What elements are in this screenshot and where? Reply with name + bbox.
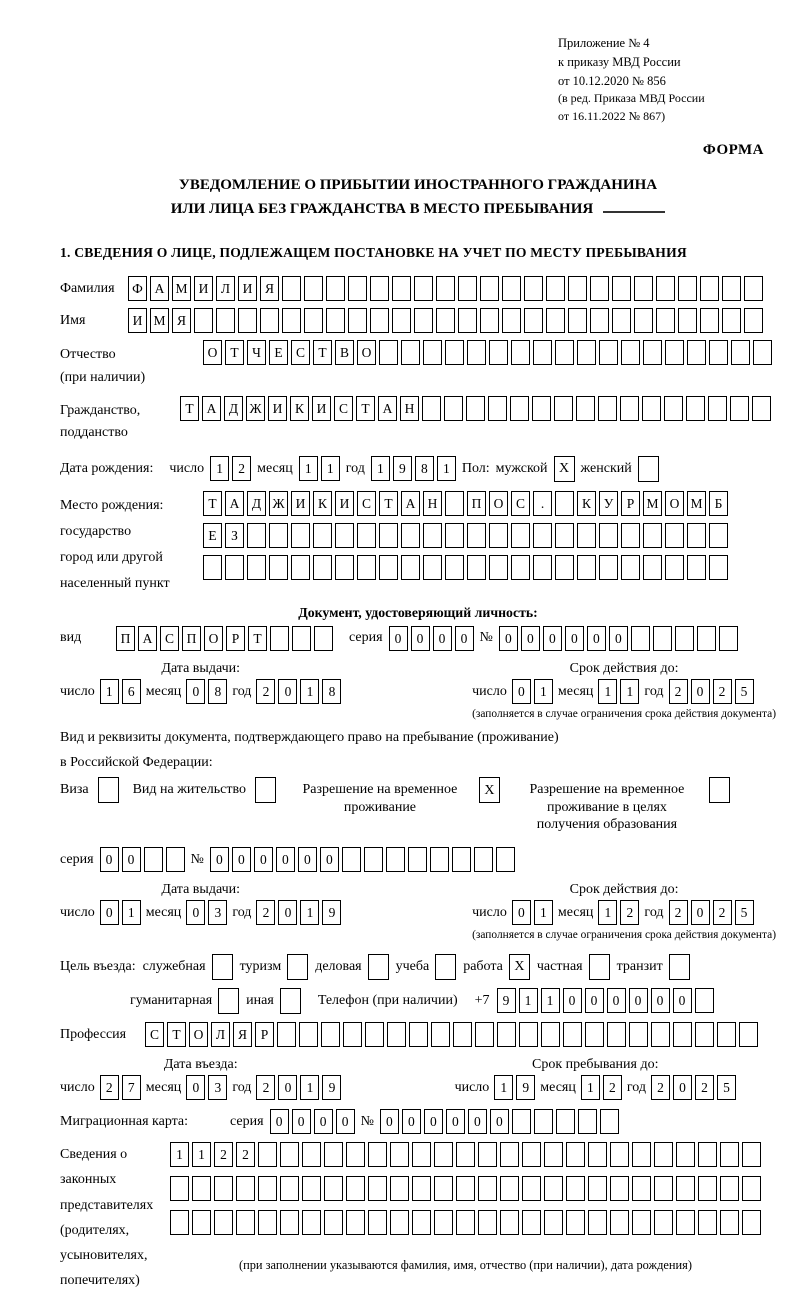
rvp-valid-month[interactable]: 1 2 <box>598 900 639 925</box>
annex-line: Приложение № 4 <box>558 36 650 50</box>
visa-option <box>60 777 119 803</box>
surname-row <box>60 276 776 301</box>
entry-title: Дата въезда: <box>163 1056 238 1072</box>
doc-kind-field[interactable]: П А С П О Р Т <box>116 626 333 651</box>
representatives-row-2[interactable] <box>170 1176 761 1201</box>
citizenship-row <box>60 396 776 445</box>
validity-note: (заполняется в случае ограничения срока действия документа) <box>472 929 776 942</box>
purpose-tourism-checkbox[interactable] <box>287 954 308 980</box>
profession-row <box>60 1022 776 1047</box>
title-line-1: УВЕДОМЛЕНИЕ О ПРИБЫТИИ ИНОСТРАННОГО ГРАЖДАНИНА <box>178 176 658 193</box>
birth-month-field[interactable]: 1 1 <box>299 456 340 481</box>
sex-male-label: мужской <box>495 461 548 477</box>
rvp-number-label: № <box>190 851 204 867</box>
doc-valid-day[interactable]: 0 1 <box>512 679 553 704</box>
title-underline <box>603 197 665 213</box>
doc-issue-day[interactable]: 1 6 <box>100 679 141 704</box>
purpose-work: работа X <box>463 954 530 980</box>
purpose-private-checkbox[interactable] <box>589 954 610 980</box>
doc-valid-month[interactable]: 1 1 <box>598 679 639 704</box>
valid-title: Срок действия до: <box>569 660 679 676</box>
purpose-other-checkbox[interactable] <box>280 988 301 1014</box>
mc-number-label: № <box>360 1113 374 1129</box>
stay-title: Срок пребывания до: <box>532 1056 659 1072</box>
rvp-issue-group: Дата выдачи: число 0 1 месяц 0 3 год 2 0 1 9 <box>60 881 341 943</box>
doc-number-field[interactable]: 0 0 0 0 0 0 <box>499 626 738 651</box>
doc-valid-group: Срок действия до: число 0 1 месяц 1 1 год 2 0 2 5 (заполняется в случае ограничения срока действия документа) <box>472 660 776 721</box>
doc-series-field[interactable]: 0 0 0 0 <box>389 626 474 651</box>
purpose-humanitarian: гуманитарная <box>130 988 239 1014</box>
annex-line: к приказу МВД России <box>558 54 681 69</box>
purpose-business-checkbox[interactable] <box>368 954 389 980</box>
temp-permit-option <box>290 777 500 816</box>
profession-label: Профессия <box>60 1026 127 1042</box>
birth-date-label: Дата рождения: <box>60 461 154 477</box>
surname-label: Фамилия <box>60 281 115 297</box>
entry-year[interactable]: 2 0 1 9 <box>256 1075 341 1100</box>
day-label: число <box>169 461 205 477</box>
residence-doc-intro-1: Вид и реквизиты документа, подтверждающего право на пребывание (проживание) <box>60 730 559 746</box>
doc-valid-year[interactable]: 2 0 2 5 <box>669 679 754 704</box>
mc-series-label: серия <box>230 1113 264 1129</box>
rvp-valid-year[interactable]: 2 0 2 5 <box>669 900 754 925</box>
visa-label: Виза <box>60 782 89 798</box>
patronymic-label: Отчество (при наличии) <box>60 347 146 385</box>
year-label: год <box>345 461 365 477</box>
sex-male-checkbox[interactable]: X <box>554 456 575 482</box>
page-title <box>60 174 776 222</box>
phone-field[interactable]: 9 1 1 0 0 0 0 0 0 <box>497 988 714 1013</box>
sex-female-label: женский <box>580 461 632 477</box>
patronymic-field[interactable]: О Т Ч Е С Т В О <box>203 340 772 365</box>
representatives-label: Сведения о законных представителях (родителях, усыновителях, попечителях) <box>60 1147 154 1289</box>
birth-place-block <box>60 491 776 597</box>
purpose-label: Цель въезда: <box>60 958 136 974</box>
issue-title: Дата выдачи: <box>161 660 241 676</box>
mc-series-field[interactable]: 0 0 0 0 <box>270 1109 355 1134</box>
temp-permit-checkbox[interactable]: X <box>479 777 500 803</box>
representatives-block <box>60 1142 776 1293</box>
citizenship-label: Гражданство, подданство <box>60 403 141 441</box>
form-label: ФОРМА <box>702 142 764 159</box>
edu-permit-option <box>514 777 730 834</box>
purpose-tourism: туризм <box>240 954 309 980</box>
residence-doc-dates <box>60 881 776 943</box>
rvp-issue-day[interactable]: 0 1 <box>100 900 141 925</box>
birth-year-field[interactable]: 1 9 8 1 <box>371 456 456 481</box>
edition-line: от 16.11.2022 № 867) <box>558 108 666 123</box>
month-label: месяц <box>257 461 293 477</box>
name-row <box>60 308 776 333</box>
purpose-study: учеба <box>396 954 457 980</box>
profession-field[interactable]: С Т О Л Я Р <box>145 1022 758 1047</box>
stay-day[interactable]: 1 9 <box>494 1075 535 1100</box>
purpose-business: деловая <box>315 954 388 980</box>
birth-place-row-2[interactable]: Е З <box>203 523 728 548</box>
identity-doc-header: Документ, удостоверяющий личность: <box>298 605 538 621</box>
rvp-series-label: серия <box>60 851 94 867</box>
residence-doc-intro-2: в Российской Федерации: <box>60 754 213 770</box>
identity-doc-dates <box>60 660 776 722</box>
citizenship-field[interactable]: Т А Д Ж И К И С Т А Н <box>180 396 771 421</box>
birth-place-label: Место рождения: государство город или другой населенный пункт <box>60 497 170 591</box>
edu-permit-label: Разрешение на временное проживание в целях получения образования <box>529 782 685 833</box>
edition-line: (в ред. Приказа МВД России <box>558 91 705 106</box>
purpose-transit-checkbox[interactable] <box>669 954 690 980</box>
purpose-humanitarian-checkbox[interactable] <box>218 988 239 1014</box>
entry-month[interactable]: 0 3 <box>186 1075 227 1100</box>
entry-day[interactable]: 2 7 <box>100 1075 141 1100</box>
rvp-number-field[interactable]: 0 0 0 0 0 0 <box>210 847 515 872</box>
identity-doc-row <box>60 626 776 651</box>
purpose-work-checkbox[interactable]: X <box>509 954 530 980</box>
rvp-issue-month[interactable]: 0 3 <box>186 900 227 925</box>
residence-permit-label: Вид на жительство <box>132 782 246 798</box>
birth-date-row <box>60 456 776 482</box>
annex-line: от 10.12.2020 № 856 <box>558 73 666 88</box>
residence-doc-options <box>60 777 776 834</box>
stay-year[interactable]: 2 0 2 5 <box>651 1075 736 1100</box>
birth-day-field[interactable]: 1 2 <box>210 456 251 481</box>
annex-block <box>558 34 776 125</box>
representatives-row-3[interactable] <box>170 1210 761 1235</box>
purpose-private: частная <box>537 954 610 980</box>
rvp-valid-day[interactable]: 0 1 <box>512 900 553 925</box>
name-field[interactable]: И М Я <box>128 308 763 333</box>
purpose-official: служебная <box>143 954 233 980</box>
birth-place-row-1[interactable]: Т А Д Ж И К И С Т А Н П О С . К У Р М О М Б <box>203 491 728 516</box>
stay-month[interactable]: 1 2 <box>581 1075 622 1100</box>
patronymic-row <box>60 340 776 389</box>
validity-note: (заполняется в случае ограничения срока действия документа) <box>472 708 776 721</box>
doc-issue-month[interactable]: 0 8 <box>186 679 227 704</box>
doc-issue-group: Дата выдачи: число 1 6 месяц 0 8 год 2 0 1 8 <box>60 660 341 722</box>
temp-permit-label: Разрешение на временное проживание <box>302 782 458 815</box>
doc-issue-year[interactable]: 2 0 1 8 <box>256 679 341 704</box>
migration-card-label: Миграционная карта: <box>60 1113 189 1129</box>
sex-label: Пол: <box>461 461 490 477</box>
purpose-transit: транзит <box>617 954 690 980</box>
purpose-other: иная <box>246 988 301 1014</box>
representatives-note: (при заполнении указываются фамилия, имя, отчество (при наличии), дата рождения) <box>238 1258 693 1273</box>
representatives-row-1[interactable]: 1 1 2 2 <box>170 1142 761 1167</box>
entry-date-group: Дата въезда: число 2 7 месяц 0 3 год 2 0 1 9 <box>60 1056 341 1101</box>
rvp-series-field[interactable]: 0 0 <box>100 847 185 872</box>
purpose-official-checkbox[interactable] <box>212 954 233 980</box>
entry-stay-dates <box>60 1056 776 1101</box>
edu-permit-checkbox[interactable] <box>709 777 730 803</box>
mc-number-field[interactable]: 0 0 0 0 0 0 <box>380 1109 619 1134</box>
residence-permit-checkbox[interactable] <box>255 777 276 803</box>
rvp-issue-year[interactable]: 2 0 1 9 <box>256 900 341 925</box>
doc-series-label: серия <box>349 630 383 646</box>
birth-place-row-3[interactable] <box>203 555 728 580</box>
residence-permit-option <box>133 777 276 803</box>
phone-prefix: +7 <box>474 992 490 1008</box>
surname-field[interactable]: Ф А М И Л И Я <box>128 276 763 301</box>
migration-card-row <box>60 1109 776 1134</box>
purpose-row-2 <box>130 988 776 1014</box>
rvp-valid-group: Срок действия до: число 0 1 месяц 1 2 год 2 0 2 5 (заполняется в случае ограничения срока действия документа) <box>472 881 776 942</box>
purpose-study-checkbox[interactable] <box>435 954 456 980</box>
sex-female-checkbox[interactable] <box>638 456 659 482</box>
phone-label: Телефон (при наличии) <box>317 992 458 1008</box>
visa-checkbox[interactable] <box>98 777 119 803</box>
doc-kind-label: вид <box>60 630 82 646</box>
purpose-row-1 <box>60 954 776 980</box>
doc-number-label: № <box>479 630 493 646</box>
section1-title: 1. СВЕДЕНИЯ О ЛИЦЕ, ПОДЛЕЖАЩЕМ ПОСТАНОВКЕ НА УЧЕТ ПО МЕСТУ ПРЕБЫВАНИЯ <box>60 245 687 261</box>
residence-doc-series-row <box>60 847 776 872</box>
title-line-2: ИЛИ ЛИЦА БЕЗ ГРАЖДАНСТВА В МЕСТО ПРЕБЫВАНИЯ <box>170 201 594 218</box>
stay-until-group: Срок пребывания до: число 1 9 месяц 1 2 год 2 0 2 5 <box>455 1056 776 1101</box>
name-label: Имя <box>60 313 86 329</box>
